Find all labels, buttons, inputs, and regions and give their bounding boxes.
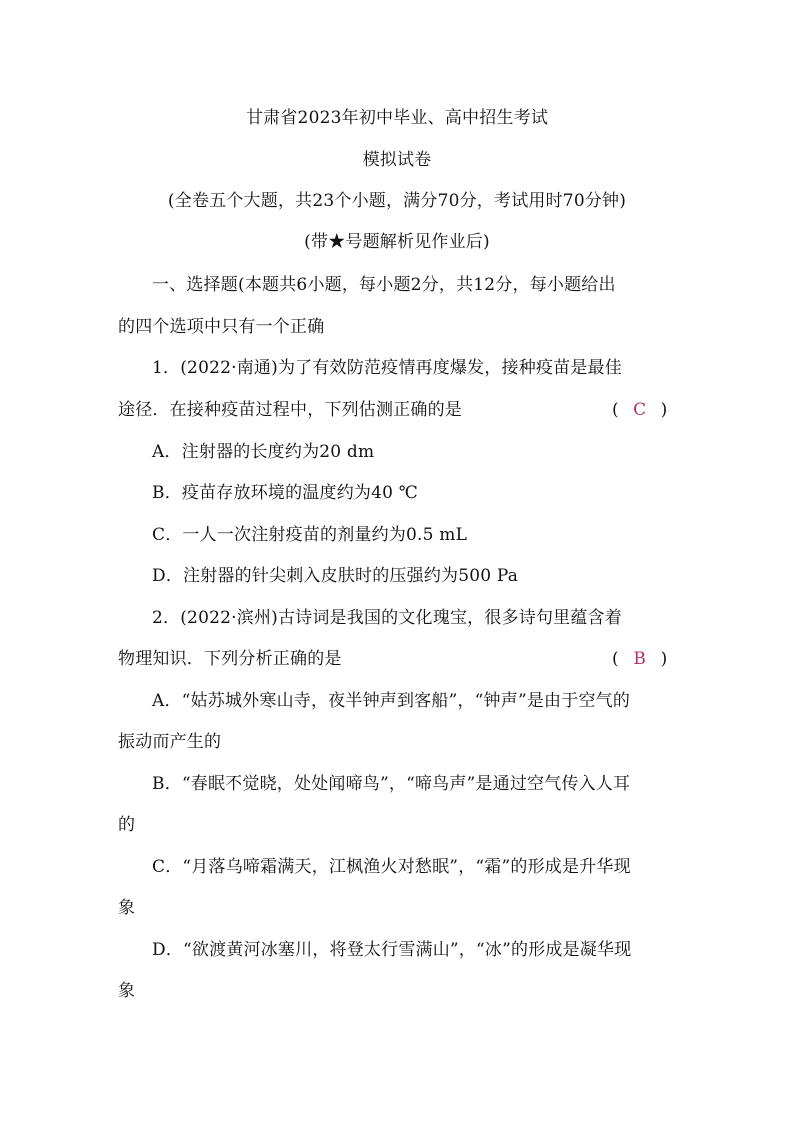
question-1-stem-line1: 1．(2022·南通)为了有效防范疫情再度爆发，接种疫苗是最佳 xyxy=(152,358,622,378)
paren-open: ( xyxy=(612,400,619,420)
exam-note: (带★号题解析见作业后) xyxy=(304,232,490,252)
exam-subtitle: 模拟试卷 xyxy=(362,150,432,170)
paren-close: ) xyxy=(660,649,668,669)
exam-info: (全卷五个大题，共23个小题，满分70分，考试用时70分钟) xyxy=(167,191,627,211)
question-2-option-d-line1: D．“欲渡黄河冰塞川，将登太行雪满山”，“冰”的形成是凝华现 xyxy=(152,940,632,960)
question-1-stem-line2: 途径．在接种疫苗过程中，下列估测正确的是 xyxy=(118,400,462,420)
question-2-option-b-line1: B．“春眠不觉晓，处处闻啼鸟”，“啼鸟声”是通过空气传入人耳 xyxy=(152,774,631,794)
question-2-answer: B xyxy=(633,649,646,669)
exam-title: 甘肃省2023年初中毕业、高中招生考试 xyxy=(245,108,549,128)
question-1-option-c: C．一人一次注射疫苗的剂量约为0.5 mL xyxy=(152,525,468,545)
section-heading-line1: 一、选择题(本题共6小题，每小题2分，共12分，每小题给出 xyxy=(152,275,616,295)
question-2-option-c-line1: C．“月落乌啼霜满天，江枫渔火对愁眠”，“霜”的形成是升华现 xyxy=(152,857,631,877)
question-2-option-b-line2: 的 xyxy=(118,815,136,835)
question-1-answer: C xyxy=(633,400,647,420)
question-1-option-b: B．疫苗存放环境的温度约为40 ℃ xyxy=(152,483,418,503)
question-2-option-d-line2: 象 xyxy=(118,981,136,1001)
section-heading-line2: 的四个选项中只有一个正确 xyxy=(118,317,325,337)
question-2-stem-line1: 2．(2022·滨州)古诗词是我国的文化瑰宝，很多诗句里蕴含着 xyxy=(152,608,622,628)
question-1-answer-box xyxy=(612,398,667,422)
question-1-option-d: D．注射器的针尖刺入皮肤时的压强约为500 Pa xyxy=(152,566,519,586)
question-2-stem-line2: 物理知识．下列分析正确的是 xyxy=(118,649,342,669)
question-2-answer-box xyxy=(612,647,667,671)
question-2-option-a-line1: A．“姑苏城外寒山寺，夜半钟声到客船”，“钟声”是由于空气的 xyxy=(152,691,631,711)
paren-open: ( xyxy=(612,649,619,669)
question-2-option-a-line2: 振动而产生的 xyxy=(118,732,222,752)
paren-close: ) xyxy=(660,400,668,420)
question-1-option-a: A．注射器的长度约为20 dm xyxy=(152,442,375,462)
question-2-option-c-line2: 象 xyxy=(118,898,136,918)
